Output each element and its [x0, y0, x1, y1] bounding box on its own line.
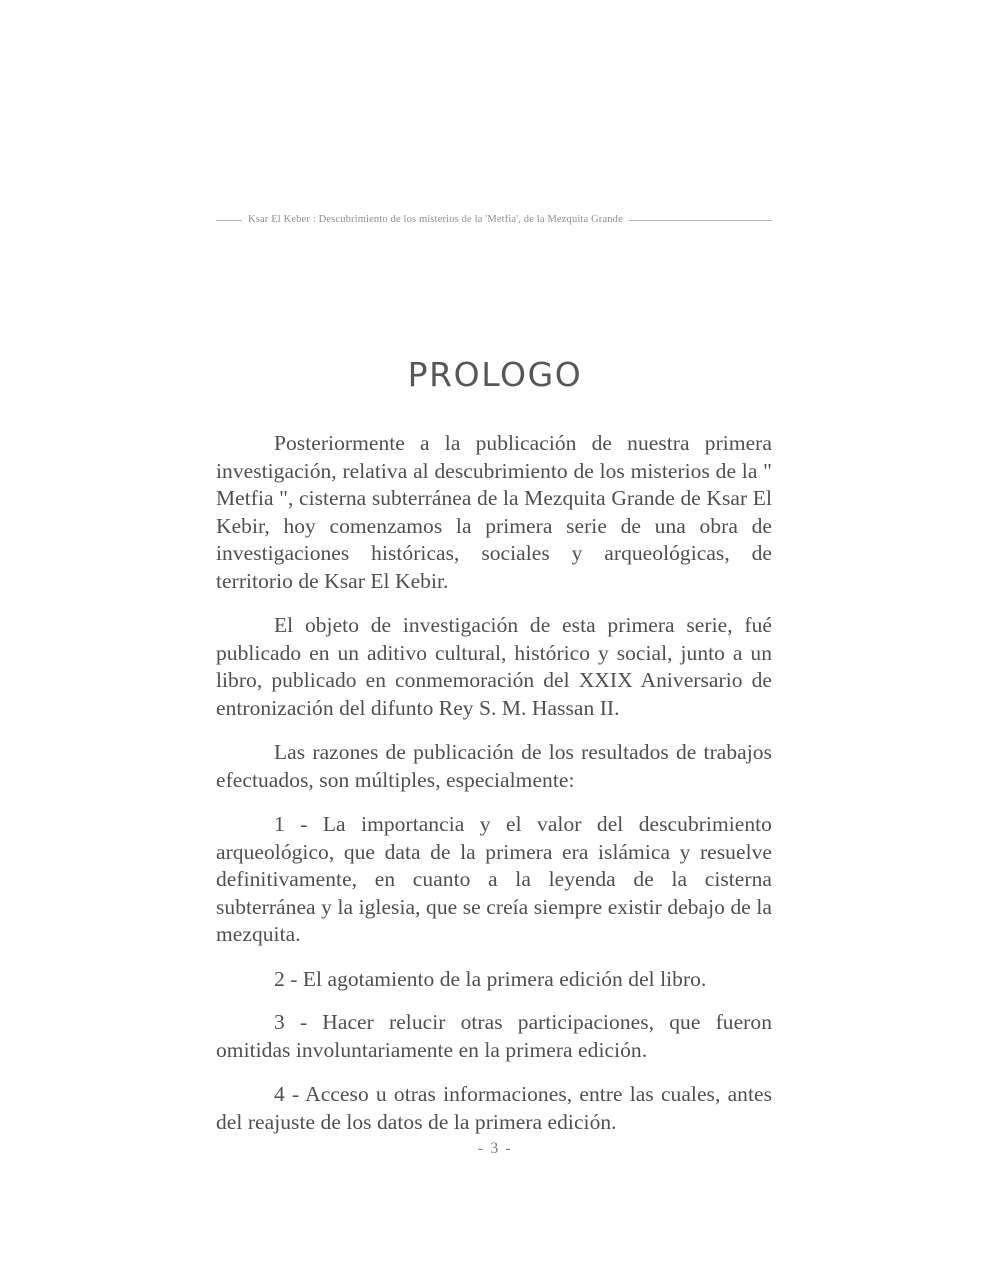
- header-rule-left: [216, 220, 242, 221]
- paragraph-2: El objeto de investigación de esta primera serie, fué publicado en un aditivo cultural, histórico y social, junto a un libro, publicado en conmemoración del XXIX Aniversario de entronización del difunto Rey S. M. Hassan II.: [216, 613, 772, 720]
- running-header: [216, 211, 772, 229]
- page-number: - 3 -: [477, 1140, 513, 1157]
- list-item-1: 1 - La importancia y el valor del descubrimiento arqueológico, que data de la primera era islámica y resuelve definitivamente, en cuanto a la leyenda de la cisterna subterránea y la iglesia, que se creía siempre existir debajo de la mezquita.: [216, 812, 772, 946]
- page-title: PROLOGO: [407, 355, 583, 395]
- list-item-4: 4 - Acceso u otras informaciones, entre las cuales, antes del reajuste de los datos de la primera edición.: [216, 1082, 772, 1134]
- body-text-block: [216, 430, 772, 1136]
- list-item-3: 3 - Hacer relucir otras participaciones, que fueron omitidas involuntariamente en la primera edición.: [216, 1010, 772, 1062]
- paragraph-1: Posteriormente a la publicación de nuestra primera investigación, relativa al descubrimiento de los misterios de la " Metfia ", cisterna subterránea de la Mezquita Grande de Ksar El Kebir, hoy comenzamos la primera serie de una obra de investigaciones históricas, sociales y arqueológicas, de territorio de Ksar El Kebir.: [216, 431, 772, 593]
- paragraph-3: Las razones de publicación de los resultados de trabajos efectuados, son múltiples, especialmente:: [216, 740, 772, 792]
- running-header-text: Ksar El Keber : Descubrimiento de los misterios de la 'Metfia', de la Mezquita Grande: [248, 213, 623, 225]
- header-rule-right: [629, 220, 772, 221]
- list-item-2: 2 - El agotamiento de la primera edición del libro.: [274, 966, 707, 991]
